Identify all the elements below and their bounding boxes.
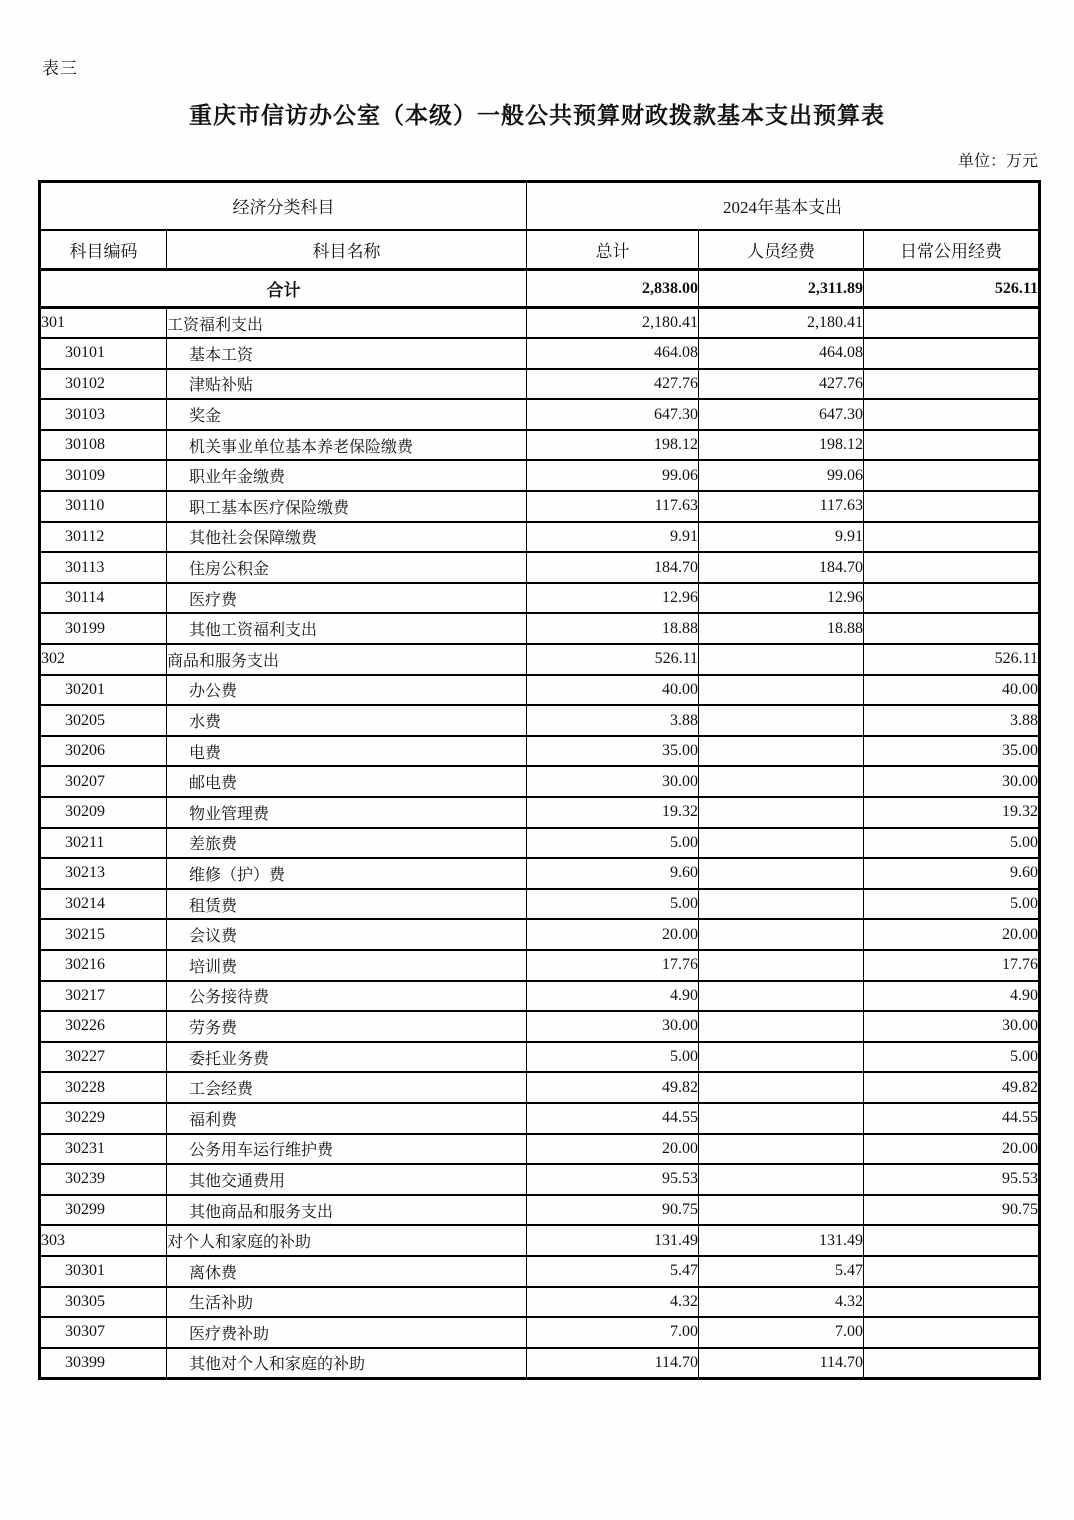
table-row <box>40 766 1040 797</box>
cell-name: 其他商品和服务支出 <box>167 1195 527 1226</box>
table-row <box>40 705 1040 736</box>
cell-name: 医疗费补助 <box>167 1317 527 1348</box>
table-row <box>40 797 1040 828</box>
cell-total: 464.08 <box>527 338 699 369</box>
cell-personnel: 131.49 <box>699 1225 864 1256</box>
cell-daily <box>864 1225 1040 1256</box>
unit-note: 单位：万元 <box>957 153 1038 170</box>
table-row <box>40 430 1040 461</box>
cell-code: 30213 <box>40 858 167 889</box>
cell-total: 647.30 <box>527 399 699 430</box>
cell-name: 其他对个人和家庭的补助 <box>167 1348 527 1379</box>
cell-total: 114.70 <box>527 1348 699 1379</box>
cell-total: 30.00 <box>527 1011 699 1042</box>
total-row-total: 2,838.00 <box>527 270 699 308</box>
cell-personnel <box>699 981 864 1012</box>
cell-daily: 30.00 <box>864 766 1040 797</box>
cell-personnel <box>699 1072 864 1103</box>
total-row-personnel: 2,311.89 <box>699 270 864 308</box>
cell-code: 30114 <box>40 583 167 614</box>
cell-total: 35.00 <box>527 736 699 767</box>
cell-total: 131.49 <box>527 1225 699 1256</box>
cell-total: 90.75 <box>527 1195 699 1226</box>
cell-daily: 20.00 <box>864 1134 1040 1165</box>
cell-personnel: 18.88 <box>699 613 864 644</box>
cell-code: 30101 <box>40 338 167 369</box>
col-header-name: 科目名称 <box>167 230 527 270</box>
cell-total: 18.88 <box>527 613 699 644</box>
cell-daily <box>864 583 1040 614</box>
cell-code: 301 <box>40 308 167 339</box>
cell-code: 30113 <box>40 552 167 583</box>
cell-name: 工会经费 <box>167 1072 527 1103</box>
cell-total: 9.60 <box>527 858 699 889</box>
cell-code: 30201 <box>40 675 167 706</box>
cell-total: 526.11 <box>527 644 699 675</box>
cell-code: 30102 <box>40 369 167 400</box>
cell-name: 其他交通费用 <box>167 1164 527 1195</box>
cell-name: 职工基本医疗保险缴费 <box>167 491 527 522</box>
cell-total: 2,180.41 <box>527 308 699 339</box>
table-row <box>40 399 1040 430</box>
cell-total: 4.32 <box>527 1287 699 1318</box>
cell-total: 19.32 <box>527 797 699 828</box>
cell-daily <box>864 369 1040 400</box>
cell-total: 427.76 <box>527 369 699 400</box>
table-row <box>40 1225 1040 1256</box>
table-row <box>40 613 1040 644</box>
cell-personnel <box>699 1134 864 1165</box>
cell-total: 99.06 <box>527 460 699 491</box>
cell-daily <box>864 552 1040 583</box>
cell-daily <box>864 308 1040 339</box>
cell-name: 水费 <box>167 705 527 736</box>
cell-name: 离休费 <box>167 1256 527 1287</box>
cell-personnel: 198.12 <box>699 430 864 461</box>
cell-code: 30214 <box>40 889 167 920</box>
cell-personnel <box>699 797 864 828</box>
cell-daily: 3.88 <box>864 705 1040 736</box>
cell-code: 30305 <box>40 1287 167 1318</box>
cell-daily <box>864 338 1040 369</box>
cell-personnel <box>699 1042 864 1073</box>
cell-code: 30307 <box>40 1317 167 1348</box>
cell-name: 电费 <box>167 736 527 767</box>
col-header-personnel: 人员经费 <box>699 230 864 270</box>
table-row <box>40 552 1040 583</box>
table-row <box>40 736 1040 767</box>
table-row <box>40 981 1040 1012</box>
cell-personnel <box>699 919 864 950</box>
cell-personnel <box>699 766 864 797</box>
cell-personnel <box>699 705 864 736</box>
header-economic-classification: 经济分类科目 <box>40 182 527 230</box>
cell-name: 对个人和家庭的补助 <box>167 1225 527 1256</box>
cell-code: 30207 <box>40 766 167 797</box>
cell-code: 30301 <box>40 1256 167 1287</box>
cell-personnel: 114.70 <box>699 1348 864 1379</box>
table-row <box>40 1011 1040 1042</box>
cell-total: 3.88 <box>527 705 699 736</box>
cell-name: 其他工资福利支出 <box>167 613 527 644</box>
cell-personnel <box>699 736 864 767</box>
cell-name: 劳务费 <box>167 1011 527 1042</box>
cell-personnel: 647.30 <box>699 399 864 430</box>
cell-name: 商品和服务支出 <box>167 644 527 675</box>
cell-daily: 9.60 <box>864 858 1040 889</box>
cell-personnel: 7.00 <box>699 1317 864 1348</box>
cell-code: 30109 <box>40 460 167 491</box>
cell-code: 30229 <box>40 1103 167 1134</box>
table-body <box>40 270 1040 1379</box>
cell-name: 职业年金缴费 <box>167 460 527 491</box>
table-row <box>40 522 1040 553</box>
cell-total: 30.00 <box>527 766 699 797</box>
cell-personnel <box>699 1103 864 1134</box>
cell-code: 30215 <box>40 919 167 950</box>
cell-code: 30103 <box>40 399 167 430</box>
table-row <box>40 460 1040 491</box>
cell-personnel: 427.76 <box>699 369 864 400</box>
cell-code: 30206 <box>40 736 167 767</box>
cell-name: 公务用车运行维护费 <box>167 1134 527 1165</box>
cell-personnel: 99.06 <box>699 460 864 491</box>
cell-name: 委托业务费 <box>167 1042 527 1073</box>
cell-daily <box>864 613 1040 644</box>
cell-total: 5.00 <box>527 1042 699 1073</box>
table-row <box>40 1256 1040 1287</box>
cell-code: 302 <box>40 644 167 675</box>
budget-table <box>38 180 1041 1380</box>
cell-daily: 17.76 <box>864 950 1040 981</box>
cell-daily <box>864 491 1040 522</box>
total-row-daily: 526.11 <box>864 270 1040 308</box>
cell-personnel <box>699 675 864 706</box>
col-header-code: 科目编码 <box>40 230 167 270</box>
cell-total: 49.82 <box>527 1072 699 1103</box>
cell-daily <box>864 430 1040 461</box>
cell-daily: 44.55 <box>864 1103 1040 1134</box>
cell-personnel <box>699 889 864 920</box>
cell-code: 30228 <box>40 1072 167 1103</box>
cell-personnel <box>699 828 864 859</box>
cell-code: 30110 <box>40 491 167 522</box>
cell-daily: 40.00 <box>864 675 1040 706</box>
cell-total: 5.00 <box>527 828 699 859</box>
cell-name: 维修（护）费 <box>167 858 527 889</box>
cell-personnel: 4.32 <box>699 1287 864 1318</box>
cell-code: 30112 <box>40 522 167 553</box>
cell-code: 30226 <box>40 1011 167 1042</box>
cell-code: 30209 <box>40 797 167 828</box>
table-row <box>40 338 1040 369</box>
cell-personnel <box>699 950 864 981</box>
cell-code: 30205 <box>40 705 167 736</box>
header-2024-basic-expenditure: 2024年基本支出 <box>527 182 1040 230</box>
cell-code: 30231 <box>40 1134 167 1165</box>
table-row <box>40 858 1040 889</box>
cell-personnel: 184.70 <box>699 552 864 583</box>
cell-name: 医疗费 <box>167 583 527 614</box>
cell-daily <box>864 399 1040 430</box>
cell-daily: 5.00 <box>864 828 1040 859</box>
table-row <box>40 1317 1040 1348</box>
table-row <box>40 1134 1040 1165</box>
cell-name: 奖金 <box>167 399 527 430</box>
table-row <box>40 675 1040 706</box>
total-row <box>40 270 1040 308</box>
cell-name: 生活补助 <box>167 1287 527 1318</box>
table-row <box>40 950 1040 981</box>
cell-name: 基本工资 <box>167 338 527 369</box>
table-row <box>40 369 1040 400</box>
cell-daily <box>864 1256 1040 1287</box>
col-header-total: 总计 <box>527 230 699 270</box>
table-tag: 表三 <box>42 59 78 78</box>
cell-daily <box>864 1287 1040 1318</box>
cell-daily <box>864 1317 1040 1348</box>
cell-daily <box>864 1348 1040 1379</box>
page-title: 重庆市信访办公室（本级）一般公共预算财政拨款基本支出预算表 <box>189 103 885 128</box>
table-row <box>40 1042 1040 1073</box>
table-row <box>40 491 1040 522</box>
cell-total: 7.00 <box>527 1317 699 1348</box>
cell-daily: 5.00 <box>864 1042 1040 1073</box>
cell-daily <box>864 460 1040 491</box>
cell-personnel: 117.63 <box>699 491 864 522</box>
cell-code: 30108 <box>40 430 167 461</box>
cell-daily: 30.00 <box>864 1011 1040 1042</box>
table-row <box>40 1072 1040 1103</box>
cell-total: 17.76 <box>527 950 699 981</box>
cell-daily: 19.32 <box>864 797 1040 828</box>
cell-name: 工资福利支出 <box>167 308 527 339</box>
header-columns-row <box>40 230 1040 270</box>
table-row <box>40 1164 1040 1195</box>
total-row-label: 合计 <box>40 270 527 308</box>
cell-personnel <box>699 1011 864 1042</box>
cell-personnel: 9.91 <box>699 522 864 553</box>
cell-name: 培训费 <box>167 950 527 981</box>
cell-personnel: 5.47 <box>699 1256 864 1287</box>
header-group-row <box>40 182 1040 230</box>
cell-daily: 526.11 <box>864 644 1040 675</box>
table-row <box>40 919 1040 950</box>
cell-daily: 35.00 <box>864 736 1040 767</box>
table-row <box>40 1348 1040 1379</box>
cell-personnel: 464.08 <box>699 338 864 369</box>
table-row <box>40 828 1040 859</box>
cell-total: 20.00 <box>527 919 699 950</box>
cell-daily: 95.53 <box>864 1164 1040 1195</box>
cell-name: 物业管理费 <box>167 797 527 828</box>
table-row <box>40 644 1040 675</box>
cell-name: 会议费 <box>167 919 527 950</box>
cell-daily: 90.75 <box>864 1195 1040 1226</box>
table-row <box>40 308 1040 339</box>
table-row <box>40 889 1040 920</box>
cell-name: 机关事业单位基本养老保险缴费 <box>167 430 527 461</box>
cell-total: 95.53 <box>527 1164 699 1195</box>
cell-name: 福利费 <box>167 1103 527 1134</box>
cell-total: 117.63 <box>527 491 699 522</box>
cell-code: 30227 <box>40 1042 167 1073</box>
cell-code: 30217 <box>40 981 167 1012</box>
cell-personnel: 2,180.41 <box>699 308 864 339</box>
cell-name: 其他社会保障缴费 <box>167 522 527 553</box>
table-row <box>40 1287 1040 1318</box>
cell-total: 40.00 <box>527 675 699 706</box>
cell-code: 30211 <box>40 828 167 859</box>
table-row <box>40 1103 1040 1134</box>
cell-name: 差旅费 <box>167 828 527 859</box>
cell-name: 租赁费 <box>167 889 527 920</box>
cell-total: 4.90 <box>527 981 699 1012</box>
cell-code: 30216 <box>40 950 167 981</box>
cell-total: 12.96 <box>527 583 699 614</box>
table-row <box>40 1195 1040 1226</box>
cell-personnel: 12.96 <box>699 583 864 614</box>
cell-daily: 5.00 <box>864 889 1040 920</box>
cell-name: 住房公积金 <box>167 552 527 583</box>
cell-total: 20.00 <box>527 1134 699 1165</box>
cell-total: 198.12 <box>527 430 699 461</box>
cell-total: 5.00 <box>527 889 699 920</box>
cell-name: 津贴补贴 <box>167 369 527 400</box>
cell-name: 公务接待费 <box>167 981 527 1012</box>
cell-personnel <box>699 858 864 889</box>
cell-total: 5.47 <box>527 1256 699 1287</box>
col-header-daily: 日常公用经费 <box>864 230 1040 270</box>
cell-name: 邮电费 <box>167 766 527 797</box>
cell-total: 44.55 <box>527 1103 699 1134</box>
table-row <box>40 583 1040 614</box>
cell-personnel <box>699 1164 864 1195</box>
cell-total: 184.70 <box>527 552 699 583</box>
cell-name: 办公费 <box>167 675 527 706</box>
cell-daily: 4.90 <box>864 981 1040 1012</box>
cell-daily: 20.00 <box>864 919 1040 950</box>
cell-personnel <box>699 1195 864 1226</box>
cell-daily <box>864 522 1040 553</box>
cell-daily: 49.82 <box>864 1072 1040 1103</box>
cell-code: 30239 <box>40 1164 167 1195</box>
cell-personnel <box>699 644 864 675</box>
cell-code: 303 <box>40 1225 167 1256</box>
cell-code: 30399 <box>40 1348 167 1379</box>
cell-code: 30299 <box>40 1195 167 1226</box>
cell-total: 9.91 <box>527 522 699 553</box>
cell-code: 30199 <box>40 613 167 644</box>
